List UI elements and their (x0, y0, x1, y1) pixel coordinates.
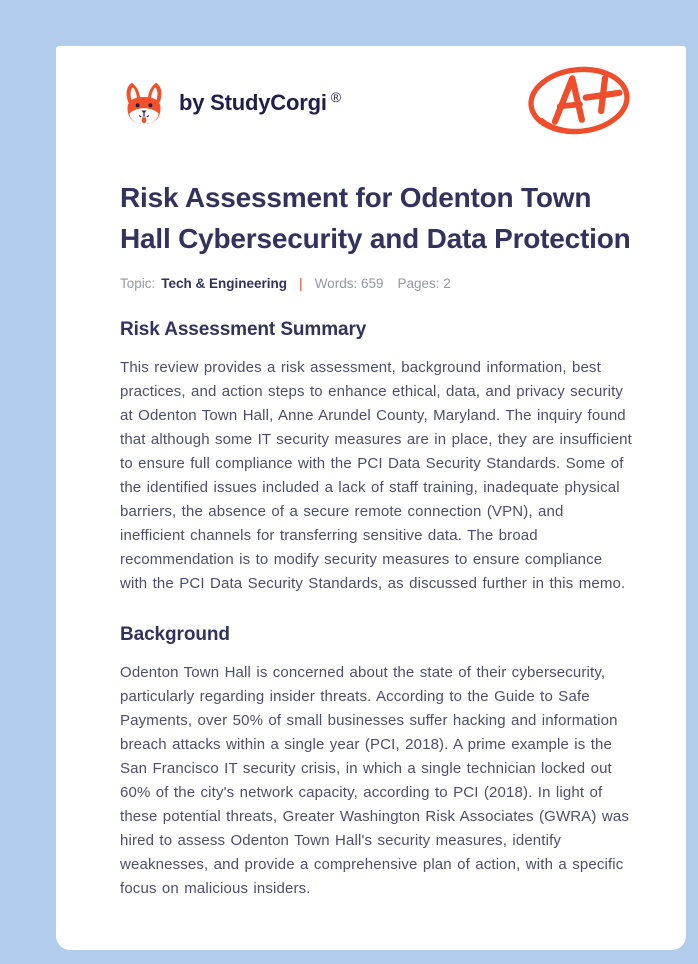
corgi-icon (120, 76, 168, 130)
page-title: Risk Assessment for Odenton Town Hall Cybersecurity and Data Protection (120, 182, 631, 254)
topic-link[interactable]: Tech & Engineering (161, 275, 288, 291)
registered-mark-icon: ® (330, 89, 341, 105)
topic-label: Topic: (120, 275, 156, 291)
document-card (56, 46, 686, 950)
brand-label: by StudyCorgi ® (179, 89, 341, 115)
section-body-background: Odenton Town Hall is concerned about the state of their cybersecurity, particularly regarding insider threats. According to the Guide to Safe Payments, over 50% of small businesses suffer hacking and information breach attacks within a single year (PCI, 2018). A prime example is the San Francisco IT security crisis, in which a single technician locked out 60% of the city's network capacity, according to PCI (2018). In light of these potential threats, Greater Washington Risk Associates (GWRA) was hired to assess Odenton Town Hall's security measures, identify weaknesses, and provide a comprehensive plan of action, with a specific focus on malicious insiders. (120, 664, 629, 897)
document-meta (120, 275, 632, 291)
pages-count: Pages: 2 (397, 275, 451, 291)
header (120, 62, 632, 139)
section-heading-background: Background (120, 624, 230, 645)
section-body-summary: This review provides a risk assessment, background information, best practices, and action steps to enhance ethical, data, and privacy security at Odenton Town Hall, Anne Arundel County, Maryland. The inquiry found that although some IT security measures are in place, they are insufficient to ensure full compliance with the PCI Data Security Standards. Some of the identified issues included a lack of staff training, inadequate physical barriers, the absence of a secure remote connection (VPN), and inefficient channels for transferring sensitive data. The broad recommendation is to modify security measures to ensure compliance with the PCI Data Security Standards, as discussed further in this memo. (120, 359, 632, 592)
a-plus-badge-icon (526, 62, 632, 139)
section-heading-summary: Risk Assessment Summary (120, 319, 367, 340)
brand (120, 76, 341, 130)
words-count: Words: 659 (314, 275, 384, 291)
meta-separator: | (299, 275, 303, 291)
